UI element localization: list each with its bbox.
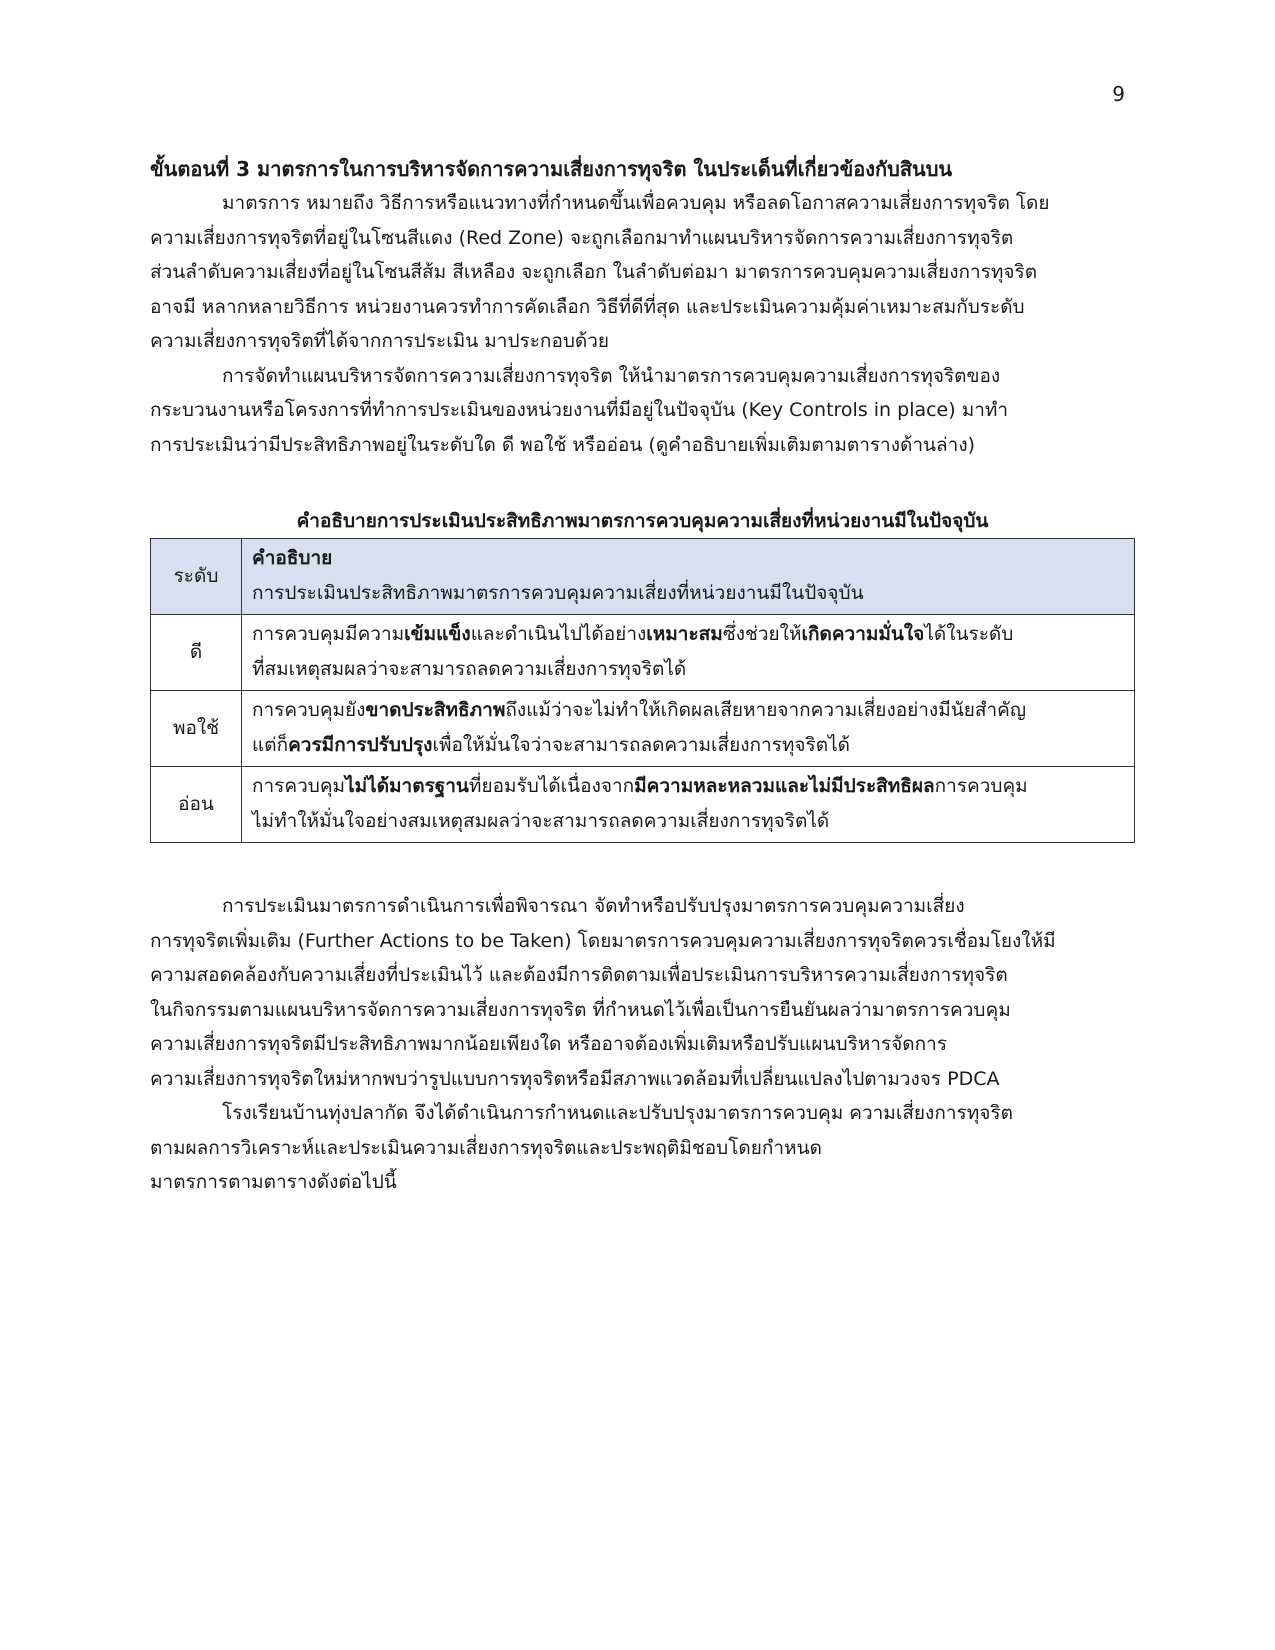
description-emphasis: เหมาะสม [646, 623, 723, 645]
para3-line: การทุจริตเพิ่มเติม (Further Actions to be Taken) โดยมาตรการควบคุมความเสี่ยงการทุจริตควรเชื่อมโยงให้มี [150, 929, 1056, 952]
description-text: การควบคุม [252, 775, 346, 797]
description-emphasis: เกิดความมั่นใจ [801, 623, 925, 645]
level-cell-good: ดี [151, 615, 242, 691]
header-level-cell: ระดับ [151, 539, 242, 615]
para3-line: ในกิจกรรมตามแผนบริหารจัดการความเสี่ยงการทุจริต ที่กำหนดไว้เพื่อเป็นการยืนยันผลว่ามาตรการควบคุม [150, 998, 1011, 1021]
para2-line: กระบวนงานหรือโครงการที่ทำการประเมินของหน่วยงานที่มีอยู่ในปัจจุบัน (Key Controls in place) มาทำ [150, 399, 1009, 421]
description-text: การควบคุม [934, 775, 1028, 797]
table-header-row [151, 539, 1135, 615]
para4-line: ตามผลการวิเคราะห์และประเมินความเสี่ยงการทุจริตและประพฤติมิชอบโดยกำหนด [150, 1136, 822, 1159]
header-description-cell [242, 539, 1135, 615]
para2-line: การจัดทำแผนบริหารจัดการความเสี่ยงการทุจริต ให้นำมาตรการควบคุมความเสี่ยงการทุจริตของ [222, 364, 1001, 387]
table-row [151, 615, 1135, 691]
paragraph-measures-definition [150, 186, 1135, 359]
para3-line: ความเสี่ยงการทุจริตมีประสิทธิภาพมากน้อยเพียงใด หรืออาจต้องเพิ่มเติมหรือปรับแผนบริหารจัดการ [150, 1033, 948, 1055]
table-row [151, 767, 1135, 843]
level-cell-weak: อ่อน [151, 767, 242, 843]
description-text: เพื่อให้มั่นใจว่าจะสามารถลดความเสี่ยงการทุจริตได้ [432, 734, 850, 756]
description-text: การควบคุมยัง [252, 699, 366, 721]
page-number: 9 [1112, 82, 1125, 106]
description-text: ซึ่งช่วยให้ [722, 623, 802, 645]
header-description-subtitle: การประเมินประสิทธิภาพมาตรการควบคุมความเสี่ยงที่หน่วยงานมีในปัจจุบัน [252, 582, 864, 604]
paragraph-school-action [150, 1096, 1135, 1200]
description-text: ถึงแม้ว่าจะไม่ทำให้เกิดผลเสียหายจากความเสี่ยงอย่างมีนัยสำคัญ [505, 699, 1027, 721]
header-description-title: คำอธิบาย [252, 547, 333, 569]
para1-line: ความเสี่ยงการทุจริตที่อยู่ในโซนสีแดง (Red Zone) จะถูกเลือกมาทำแผนบริหารจัดการความเสี่ยงการทุจริต [150, 226, 1014, 249]
description-emphasis: มีความหละหลวมและไม่มีประสิทธิผล [634, 775, 935, 797]
para3-line: ความเสี่ยงการทุจริตใหม่หากพบว่ารูปแบบการทุจริตหรือมีสภาพแวดล้อมที่เปลี่ยนแปลงไปตามวงจร PDCA [150, 1067, 1000, 1090]
level-cell-fair: พอใช้ [151, 691, 242, 767]
description-text: ได้ในระดับ [924, 623, 1014, 645]
para2-line: การประเมินว่ามีประสิทธิภาพอยู่ในระดับใด ดี พอใช้ หรืออ่อน (ดูคำอธิบายเพิ่มเติมตามตารางด้านล่าง) [150, 433, 976, 456]
document-body [150, 152, 1135, 1200]
para1-line: มาตรการ หมายถึง วิธีการหรือแนวทางที่กำหนดขึ้นเพื่อควบคุม หรือลดโอกาสความเสี่ยงการทุจริต โดย [222, 192, 1050, 214]
description-emphasis: ไม่ได้มาตรฐาน [345, 775, 469, 797]
para1-line: อาจมี หลากหลายวิธีการ หน่วยงานควรทำการคัดเลือก วิธีที่ดีที่สุด และประเมินความคุ้มค่าเหมาะสมกับระดับ [150, 295, 1025, 318]
description-text: ที่ยอมรับได้เนื่องจาก [468, 775, 635, 797]
description-cell-fair [242, 691, 1135, 767]
paragraph-plan-preparation [150, 359, 1135, 463]
description-text: การควบคุมมีความ [252, 623, 405, 645]
description-emphasis: ควรมีการปรับปรุง [288, 734, 433, 756]
description-cell-weak [242, 767, 1135, 843]
para4-line: โรงเรียนบ้านทุ่งปลากัด จึงได้ดำเนินการกำหนดและปรับปรุงมาตรการควบคุม ความเสี่ยงการทุจริต [222, 1102, 1013, 1124]
para4-line: มาตรการตามตารางดังต่อไปนี้ [150, 1171, 397, 1193]
table-row [151, 691, 1135, 767]
para3-line: การประเมินมาตรการดำเนินการเพื่อพิจารณา จัดทำหรือปรับปรุงมาตรการควบคุมความเสี่ยง [222, 895, 965, 917]
para1-line: ส่วนลำดับความเสี่ยงที่อยู่ในโซนสีส้ม สีเหลือง จะถูกเลือก ในลำดับต่อมา มาตรการควบคุมความเสี่ยงการทุจริต [150, 261, 1038, 283]
table-caption: คำอธิบายการประเมินประสิทธิภาพมาตรการควบคุมความเสี่ยงที่หน่วยงานมีในปัจจุบัน [296, 510, 989, 532]
evaluation-table [150, 538, 1135, 843]
description-text: ที่สมเหตุสมผลว่าจะสามารถลดความเสี่ยงการทุจริตได้ [252, 658, 687, 680]
description-emphasis: ขาดประสิทธิภาพ [365, 699, 506, 721]
paragraph-further-actions [150, 889, 1135, 1096]
description-cell-good [242, 615, 1135, 691]
description-text: และดำเนินไปได้อย่าง [470, 623, 647, 645]
description-emphasis: เข้มแข็ง [404, 623, 471, 645]
description-text: แต่ก็ [252, 734, 289, 756]
para3-line: ความสอดคล้องกับความเสี่ยงที่ประเมินไว้ และต้องมีการติดตามเพื่อประเมินการบริหารความเสี่ยงการทุจริต [150, 964, 1008, 986]
section-heading: ขั้นตอนที่ 3 มาตรการในการบริหารจัดการความเสี่ยงการทุจริต ในประเด็นที่เกี่ยวข้องกับสินบน [150, 157, 953, 181]
description-text: ไม่ทำให้มั่นใจอย่างสมเหตุสมผลว่าจะสามารถลดความเสี่ยงการทุจริตได้ [252, 810, 830, 832]
para1-line: ความเสี่ยงการทุจริตที่ได้จากการประเมิน มาประกอบด้วย [150, 330, 610, 352]
